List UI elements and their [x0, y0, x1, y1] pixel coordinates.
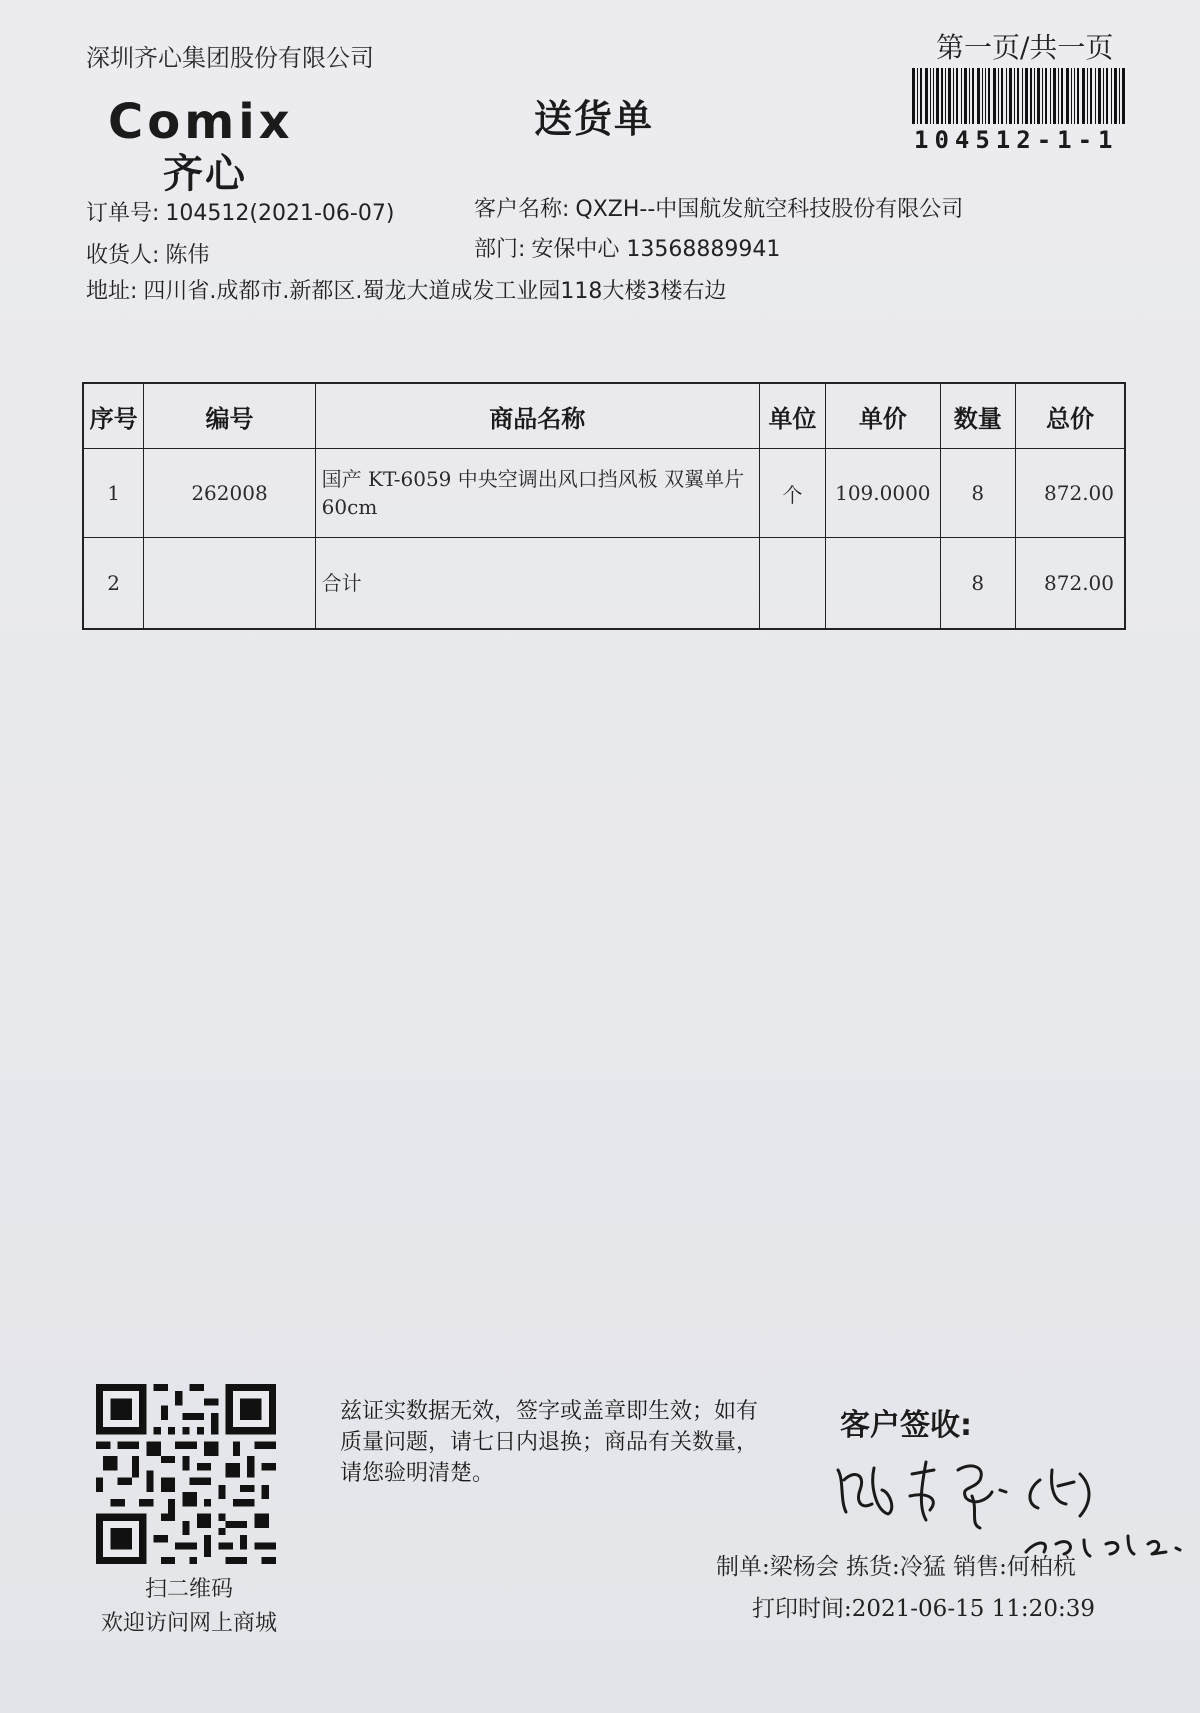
header-seq: 序号 [83, 383, 144, 449]
table-row [83, 449, 1125, 538]
receiver-label: 收货人: [86, 243, 160, 268]
items-table [82, 382, 1126, 630]
header-unit: 单位 [759, 383, 825, 449]
header-total: 总价 [1015, 383, 1125, 449]
qr-caption-visit: 欢迎访问网上商城 [100, 1611, 277, 1636]
cell-total: 872.00 [1015, 449, 1125, 538]
order-number [86, 196, 394, 227]
qr-caption-scan: 扫二维码 [144, 1577, 233, 1602]
cell-total: 872.00 [1015, 538, 1125, 630]
comix-logo [108, 94, 338, 197]
barcode-image [912, 68, 1126, 124]
cell-unit-price [826, 538, 940, 630]
header-quantity: 数量 [940, 383, 1015, 449]
header-product-name: 商品名称 [315, 383, 759, 449]
header-unit-price: 单价 [826, 383, 940, 449]
qr-code-icon [96, 1384, 276, 1564]
cell-seq: 2 [83, 538, 144, 630]
cell-product-name: 合计 [315, 538, 759, 630]
page-indicator: 第一页/共一页 [936, 31, 1114, 64]
barcode-number: 104512-1-1 [914, 126, 1119, 154]
customer-name-value: QXZH--中国航发航空科技股份有限公司 [575, 197, 964, 222]
cell-unit: 个 [759, 449, 825, 538]
cell-seq: 1 [83, 449, 144, 538]
document-title: 送货单 [534, 97, 655, 141]
customer-name-label: 客户名称: [474, 197, 570, 222]
cell-quantity: 8 [940, 449, 1015, 538]
table-header-row [83, 383, 1125, 449]
order-number-label: 订单号: [86, 201, 160, 226]
company-name: 深圳齐心集团股份有限公司 [86, 44, 374, 72]
cell-quantity: 8 [940, 538, 1015, 630]
customer-sign-label: 客户签收: [840, 1408, 972, 1443]
table-row [83, 538, 1125, 630]
address-label: 地址: [86, 279, 138, 304]
receiver [86, 238, 209, 269]
logo-text-en: Comix [108, 94, 294, 150]
department-label: 部门: [474, 237, 526, 262]
address-value: 四川省.成都市.新都区.蜀龙大道成发工业园118大楼3楼右边 [143, 279, 727, 304]
cell-unit [759, 538, 825, 630]
print-time: 打印时间:2021-06-15 11:20:39 [752, 1596, 1095, 1622]
notice-text: 兹证实数据无效，签字或盖章即生效；如有质量问题，请七日内退换；商品有关数量，请您验明清楚。 [340, 1399, 759, 1486]
cell-code: 262008 [144, 449, 315, 538]
department [474, 232, 780, 263]
customer-name [474, 192, 963, 223]
handwritten-signature [830, 1440, 1190, 1560]
cell-unit-price: 109.0000 [826, 449, 940, 538]
address [86, 274, 726, 305]
department-value: 安保中心 13568889941 [531, 237, 781, 262]
cell-product-name: 国产 KT-6059 中央空调出风口挡风板 双翼单片 60cm [315, 449, 759, 538]
receiver-value: 陈伟 [165, 243, 210, 268]
order-number-value: 104512(2021-06-07) [165, 201, 395, 226]
staff-info: 制单:梁杨会 拣货:冷猛 销售:何柏杭 [716, 1554, 1076, 1580]
cell-code [144, 538, 315, 630]
logo-text-cn: 齐心 [163, 151, 247, 197]
header-code: 编号 [144, 383, 315, 449]
